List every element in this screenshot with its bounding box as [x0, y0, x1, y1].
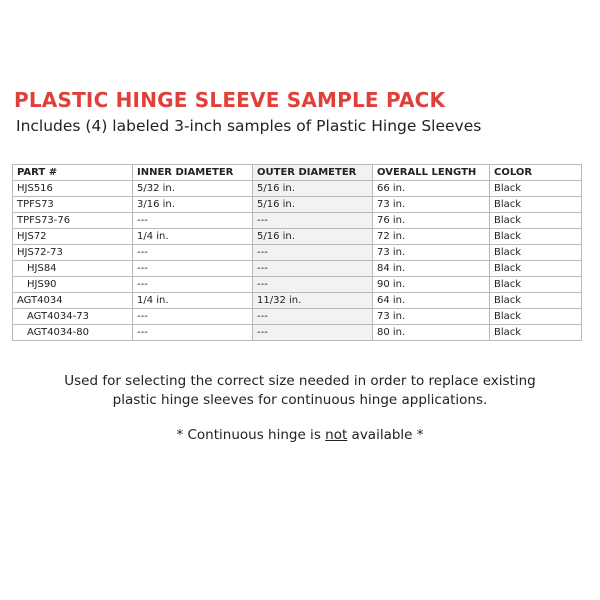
cell-outer-diameter: 5/16 in.	[253, 197, 373, 213]
page-title: PLASTIC HINGE SLEEVE SAMPLE PACK	[14, 88, 446, 112]
header-outer-diameter: OUTER DIAMETER	[253, 165, 373, 181]
cell-inner-diameter: ---	[133, 213, 253, 229]
cell-part-number: HJS90	[13, 277, 133, 293]
table-row	[13, 197, 582, 213]
cell-overall-length: 90 in.	[373, 277, 490, 293]
cell-inner-diameter: ---	[133, 277, 253, 293]
cell-overall-length: 80 in.	[373, 325, 490, 341]
availability-footnote	[0, 426, 600, 445]
table-row	[13, 245, 582, 261]
header-part-number: PART #	[13, 165, 133, 181]
spec-table	[12, 164, 582, 341]
footnote-emphasis: not	[325, 427, 348, 443]
cell-outer-diameter: ---	[253, 277, 373, 293]
cell-part-number: AGT4034-73	[13, 309, 133, 325]
cell-outer-diameter: 11/32 in.	[253, 293, 373, 309]
cell-outer-diameter: 5/16 in.	[253, 181, 373, 197]
table-row	[13, 309, 582, 325]
cell-inner-diameter: ---	[133, 325, 253, 341]
table-row	[13, 293, 582, 309]
cell-outer-diameter: ---	[253, 245, 373, 261]
cell-color: Black	[490, 293, 582, 309]
cell-inner-diameter: 1/4 in.	[133, 229, 253, 245]
cell-color: Black	[490, 309, 582, 325]
table-row	[13, 229, 582, 245]
usage-description	[0, 372, 600, 410]
cell-inner-diameter: 3/16 in.	[133, 197, 253, 213]
page-subtitle: Includes (4) labeled 3-inch samples of Plastic Hinge Sleeves	[16, 117, 482, 135]
cell-color: Black	[490, 325, 582, 341]
cell-part-number: HJS72-73	[13, 245, 133, 261]
usage-line-2: plastic hinge sleeves for continuous hinge applications.	[112, 392, 488, 408]
header-inner-diameter: INNER DIAMETER	[133, 165, 253, 181]
cell-inner-diameter: ---	[133, 245, 253, 261]
cell-outer-diameter: ---	[253, 261, 373, 277]
cell-color: Black	[490, 229, 582, 245]
cell-color: Black	[490, 181, 582, 197]
table-row	[13, 213, 582, 229]
cell-color: Black	[490, 213, 582, 229]
cell-outer-diameter: ---	[253, 309, 373, 325]
cell-part-number: HJS84	[13, 261, 133, 277]
cell-inner-diameter: ---	[133, 309, 253, 325]
cell-overall-length: 76 in.	[373, 213, 490, 229]
table-row	[13, 181, 582, 197]
cell-part-number: TPFS73	[13, 197, 133, 213]
table-header-row	[13, 165, 582, 181]
cell-part-number: AGT4034-80	[13, 325, 133, 341]
cell-overall-length: 73 in.	[373, 309, 490, 325]
cell-part-number: HJS72	[13, 229, 133, 245]
footnote-before: * Continuous hinge is	[176, 427, 326, 443]
cell-color: Black	[490, 277, 582, 293]
header-overall-length: OVERALL LENGTH	[373, 165, 490, 181]
table-row	[13, 277, 582, 293]
cell-part-number: TPFS73-76	[13, 213, 133, 229]
usage-line-1: Used for selecting the correct size needed in order to replace existing	[64, 373, 536, 389]
footnote-after: available *	[347, 427, 424, 443]
cell-color: Black	[490, 261, 582, 277]
cell-overall-length: 66 in.	[373, 181, 490, 197]
cell-inner-diameter: 1/4 in.	[133, 293, 253, 309]
table-row	[13, 261, 582, 277]
cell-overall-length: 73 in.	[373, 245, 490, 261]
cell-part-number: HJS516	[13, 181, 133, 197]
cell-overall-length: 72 in.	[373, 229, 490, 245]
cell-outer-diameter: ---	[253, 213, 373, 229]
cell-inner-diameter: 5/32 in.	[133, 181, 253, 197]
cell-outer-diameter: ---	[253, 325, 373, 341]
cell-overall-length: 84 in.	[373, 261, 490, 277]
cell-overall-length: 64 in.	[373, 293, 490, 309]
cell-color: Black	[490, 245, 582, 261]
cell-part-number: AGT4034	[13, 293, 133, 309]
header-color: COLOR	[490, 165, 582, 181]
cell-outer-diameter: 5/16 in.	[253, 229, 373, 245]
table-row	[13, 325, 582, 341]
cell-color: Black	[490, 197, 582, 213]
cell-inner-diameter: ---	[133, 261, 253, 277]
cell-overall-length: 73 in.	[373, 197, 490, 213]
